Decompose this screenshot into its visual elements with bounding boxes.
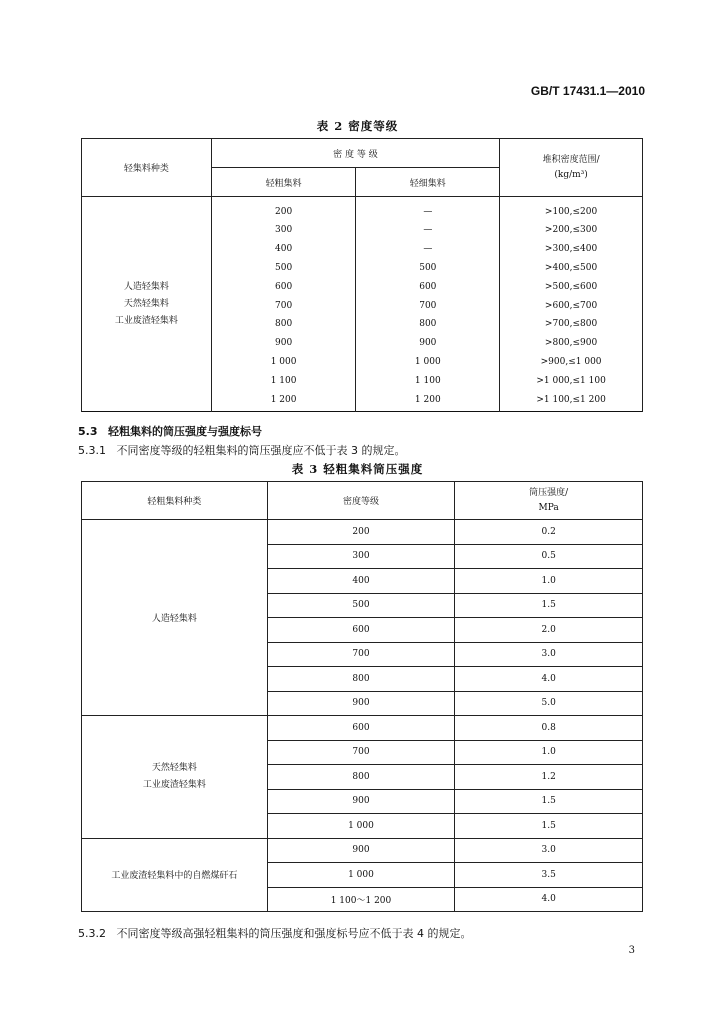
t3-col-grade: 密度等级 — [267, 482, 455, 520]
table-row: 400 1.0 — [82, 569, 643, 594]
table-row: 天然轻集料 工业废渣轻集料 600 0.8 — [82, 716, 643, 741]
t2-col-type: 轻集料种类 — [82, 139, 212, 197]
t2-fine-values: — — — 500 600 700 800 900 1 000 1 100 1 200 — [356, 197, 500, 412]
t2-col-coarse: 轻粗集料 — [211, 168, 356, 197]
table-row: 800 4.0 — [82, 667, 643, 692]
table-row: 500 1.5 — [82, 593, 643, 618]
standard-number: GB/T 17431.1—2010 — [530, 84, 645, 98]
table3-caption: 表 3 轻粗集料筒压强度 — [291, 462, 424, 476]
table2 — [81, 138, 643, 412]
t2-coarse-values: 200 300 400 500 600 700 800 900 1 000 1 100 1 200 — [211, 197, 356, 412]
t3-group-type: 工业废渣轻集料中的自燃煤矸石 — [82, 838, 268, 912]
table-row: 1 000 1.5 — [82, 814, 643, 839]
t3-col-strength: 筒压强度/ MPa — [455, 482, 643, 520]
t2-types: 人造轻集料 天然轻集料 工业废渣轻集料 — [82, 197, 212, 412]
t2-range-values: >100,≤200 >200,≤300 >300,≤400 >400,≤500 >500,≤600 >600,≤700 >700,≤800 >800,≤900 >900,≤1 000 >1 000,≤1 100 >1 100,≤1 200 — [500, 197, 643, 412]
t2-col-fine: 轻细集料 — [356, 168, 500, 197]
t2-col-density-grade: 密 度 等 级 — [211, 139, 499, 168]
table3 — [81, 481, 643, 912]
table-row: 900 1.5 — [82, 789, 643, 814]
section-5-3: 5.3 轻粗集料的筒压强度与强度标号 — [78, 425, 262, 438]
t3-group-type: 人造轻集料 — [82, 520, 268, 716]
table-row: 800 1.2 — [82, 765, 643, 790]
table-row: 700 3.0 — [82, 642, 643, 667]
table-row: 300 0.5 — [82, 544, 643, 569]
section-5-3-1: 5.3.1 不同密度等级的轻粗集料的筒压强度应不低于表 3 的规定。 — [78, 444, 406, 457]
page-number: 3 — [628, 945, 635, 956]
table-row: 700 1.0 — [82, 740, 643, 765]
table-row: 1 000 3.5 — [82, 863, 643, 888]
table-row: 工业废渣轻集料中的自燃煤矸石 900 3.0 — [82, 838, 643, 863]
section-5-3-2: 5.3.2 不同密度等级高强轻粗集料的筒压强度和强度标号应不低于表 4 的规定。 — [78, 927, 472, 940]
table-row: 1 100～1 200 4.0 — [82, 887, 643, 912]
t2-col-bulk-density: 堆积密度范围/ (kg/m³) — [500, 139, 643, 197]
table-row: 人造轻集料 200 0.2 — [82, 520, 643, 545]
table2-caption: 表 2 密度等级 — [316, 119, 399, 133]
t3-group-type: 天然轻集料 工业废渣轻集料 — [82, 716, 268, 839]
t3-col-type: 轻粗集料种类 — [82, 482, 268, 520]
table-row: 600 2.0 — [82, 618, 643, 643]
table-row: 900 5.0 — [82, 691, 643, 716]
